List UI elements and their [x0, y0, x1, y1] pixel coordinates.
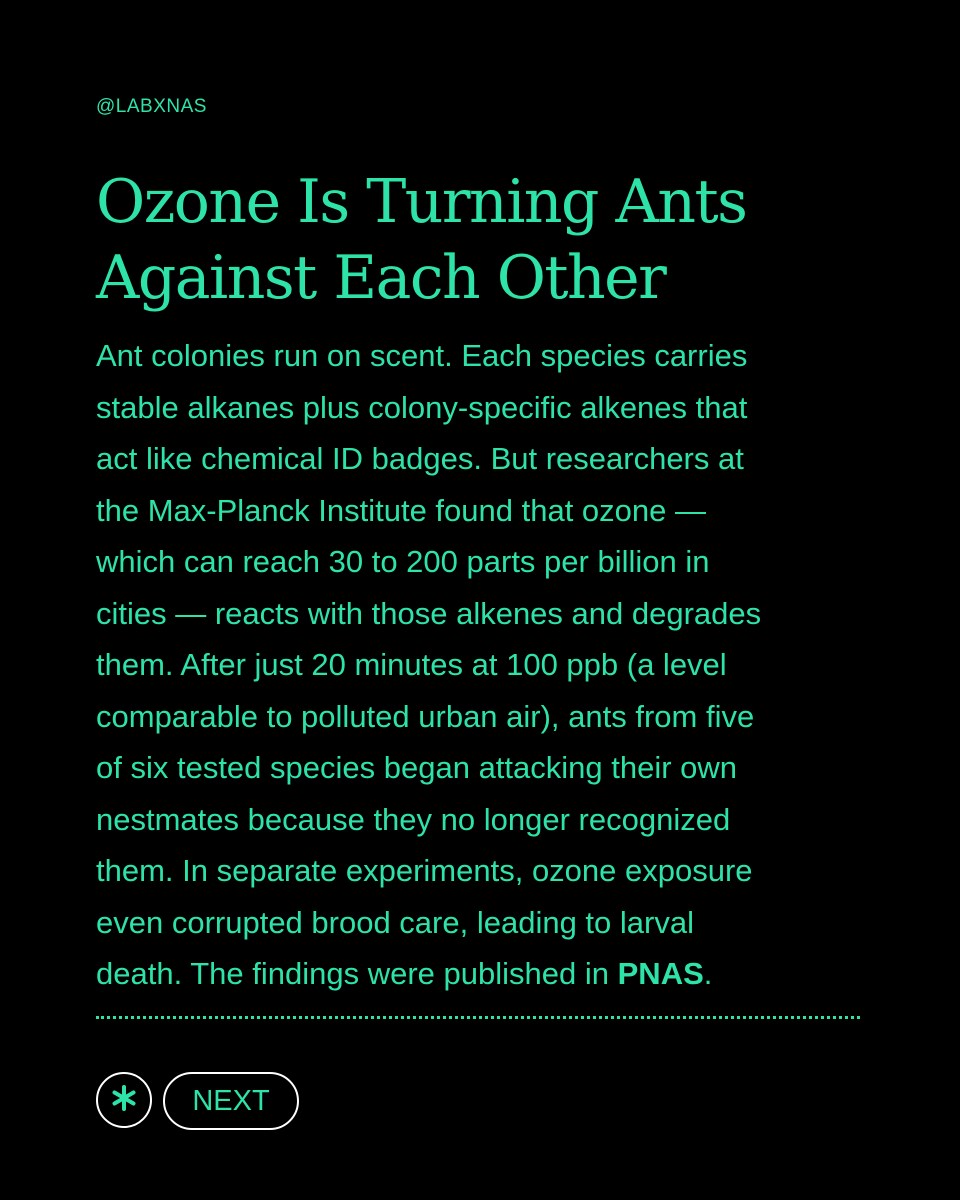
headline-line: Ozone Is Turning Ants [96, 167, 747, 237]
body-line: stable alkanes plus colony-specific alkenes that [96, 389, 748, 425]
body-line: of six tested species began attacking their own [96, 750, 738, 785]
body-last-suffix: . [703, 956, 713, 991]
body-line: nestmates because they no longer recognized [96, 801, 731, 837]
body-line: the Max-Planck Institute found that ozone — [96, 492, 707, 528]
body-line-last [96, 948, 876, 1000]
body-line: them. After just 20 minutes at 100 ppb (a level [96, 647, 727, 682]
asterisk-button[interactable] [96, 1072, 152, 1128]
dotted-divider [96, 1016, 860, 1019]
body-line: comparable to polluted urban air), ants from five [96, 698, 755, 734]
body-line: act like chemical ID badges. But researchers at [96, 441, 744, 476]
next-button[interactable]: NEXT [163, 1072, 299, 1130]
body-line: which can reach 30 to 200 parts per billion in [96, 544, 710, 579]
asterisk-icon [111, 1085, 137, 1116]
journal-name: PNAS [617, 956, 704, 991]
body-last-prefix: death. The findings were published in [96, 956, 618, 991]
headline-line: Against Each Other [96, 243, 666, 313]
body-line: Ant colonies run on scent. Each species carries [96, 338, 748, 373]
headline [96, 164, 876, 316]
handle-label: @LABXNAS [96, 96, 207, 117]
article-body [96, 330, 876, 1000]
body-line: cities — reacts with those alkenes and degrades [96, 595, 762, 631]
body-line: even corrupted brood care, leading to larval [96, 904, 694, 940]
body-line: them. In separate experiments, ozone exposure [96, 853, 753, 888]
